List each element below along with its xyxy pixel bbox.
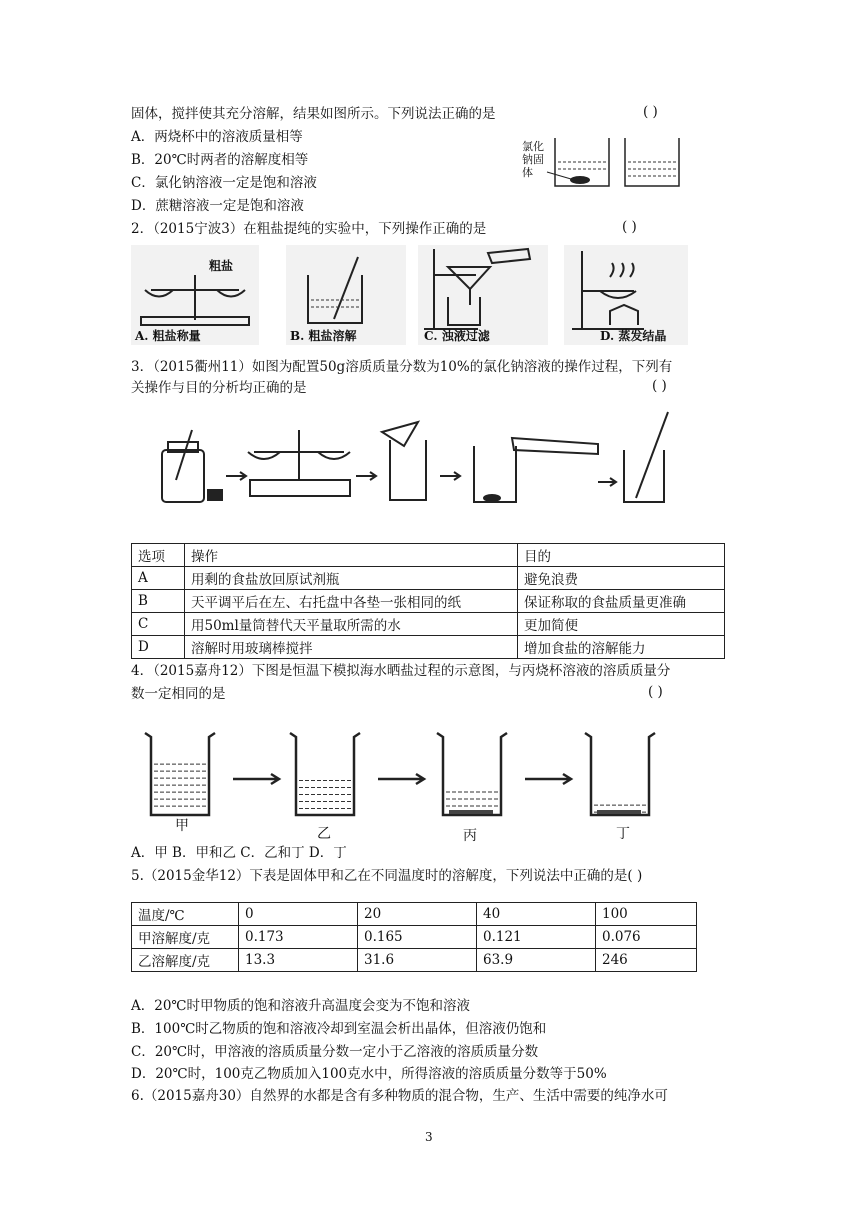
table-cell: 0.173 xyxy=(239,926,358,949)
q4-answer-paren: ( ) xyxy=(648,684,663,700)
q1-stem: 固体，搅拌使其充分溶解，结果如图所示。下列说法正确的是 xyxy=(131,106,496,122)
q3-procedure-figure xyxy=(158,410,678,510)
q2-stem: 2．（2015宁波3）在粗盐提纯的实验中，下列操作正确的是 xyxy=(131,221,487,237)
q1-option-d: D．蔗糖溶液一定是饱和溶液 xyxy=(131,198,304,214)
page-number: 3 xyxy=(425,1130,433,1144)
q5-solubility-table xyxy=(131,902,697,972)
table-cell: 246 xyxy=(596,949,697,972)
table-row xyxy=(132,613,725,636)
table-cell: 乙溶解度/克 xyxy=(132,949,239,972)
q5-option-d: D．20℃时，100克乙物质加入100克水中，所得溶液的溶质质量分数等于50% xyxy=(131,1066,607,1082)
table-cell: B xyxy=(132,590,185,613)
beaker-outline xyxy=(290,733,360,815)
table-row xyxy=(132,636,725,659)
q1-option-a: A．两烧杯中的溶液质量相等 xyxy=(131,129,303,145)
q2-caption-a: A. 粗盐称量 xyxy=(135,329,201,343)
q1-figure-label: 氯化 钠固 体 xyxy=(522,140,544,179)
table-row xyxy=(132,903,697,926)
q3-answer-paren: ( ) xyxy=(652,378,667,394)
table-cell: 0.121 xyxy=(477,926,596,949)
q2-top-label: 粗盐 xyxy=(209,259,234,273)
table-cell: 溶解时用玻璃棒搅拌 xyxy=(185,636,518,659)
table-cell: 0.165 xyxy=(358,926,477,949)
table-cell: 更加简便 xyxy=(518,613,725,636)
table-cell: C xyxy=(132,613,185,636)
q2-caption-b: B. 粗盐溶解 xyxy=(290,329,357,343)
q6-stem: 6.（2015嘉舟30）自然界的水都是含有多种物质的混合物，生产、生活中需要的纯净水可 xyxy=(131,1088,668,1104)
q4-stem-line1: 4．（2015嘉舟12）下图是恒温下模拟海水晒盐过程的示意图，与丙烧杯溶液的溶质质量分 xyxy=(131,663,671,679)
table-cell: 0.076 xyxy=(596,926,697,949)
table-cell: 用50ml量筒替代天平量取所需的水 xyxy=(185,613,518,636)
beaker xyxy=(290,733,360,815)
q2-caption-d: D. 蒸发结晶 xyxy=(600,329,667,343)
table-row xyxy=(132,949,697,972)
arrow xyxy=(378,774,424,784)
table-cell: 保证称取的食盐质量更准确 xyxy=(518,590,725,613)
q1-option-c: C．氯化钠溶液一定是饱和溶液 xyxy=(131,175,317,191)
beaker-outline xyxy=(585,733,655,815)
q2-answer-paren: ( ) xyxy=(622,219,637,235)
crystals xyxy=(449,810,493,814)
table-cell: 31.6 xyxy=(358,949,477,972)
q2-caption-c: C. 浊液过滤 xyxy=(424,329,490,343)
beaker xyxy=(585,733,655,815)
q4-options: A．甲 B．甲和乙 C．乙和丁 D．丁 xyxy=(131,845,347,861)
table-cell: 避免浪费 xyxy=(518,567,725,590)
q2-figure-c xyxy=(418,245,548,345)
beaker xyxy=(145,733,215,815)
table-cell: 100 xyxy=(596,903,697,926)
q1-answer-paren: ( ) xyxy=(643,104,658,120)
table-cell: 用剩的食盐放回原试剂瓶 xyxy=(185,567,518,590)
table-cell: 40 xyxy=(477,903,596,926)
q5-option-a: A．20℃时甲物质的饱和溶液升高温度会变为不饱和溶液 xyxy=(131,998,471,1014)
table-cell: 20 xyxy=(358,903,477,926)
q4-label-bing: 丙 xyxy=(463,828,477,844)
q4-beakers-figure xyxy=(135,725,675,845)
q2-figure-b xyxy=(286,245,406,345)
table-row xyxy=(132,590,725,613)
table-cell: 甲溶解度/克 xyxy=(132,926,239,949)
arrow xyxy=(525,774,571,784)
table-cell: A xyxy=(132,567,185,590)
table-row xyxy=(132,567,725,590)
q3-stem-line1: 3．（2015衢州11）如图为配置50g溶质质量分数为10%的氯化钠溶液的操作过程，下列有 xyxy=(131,359,673,375)
q2-figure-a xyxy=(131,245,259,345)
table-header-cell: 选项 xyxy=(132,544,185,567)
arrow xyxy=(233,774,279,784)
beaker xyxy=(437,733,507,815)
q4-stem-line2: 数一定相同的是 xyxy=(131,686,226,702)
q5-option-c: C．20℃时，甲溶液的溶质质量分数一定小于乙溶液的溶质质量分数 xyxy=(131,1044,539,1060)
table-cell: D xyxy=(132,636,185,659)
q4-label-yi: 乙 xyxy=(317,826,331,842)
table-cell: 温度/℃ xyxy=(132,903,239,926)
q2-figure-d xyxy=(564,245,688,345)
table-cell: 63.9 xyxy=(477,949,596,972)
table-header-cell: 操作 xyxy=(185,544,518,567)
table-cell: 天平调平后在左、右托盘中各垫一张相同的纸 xyxy=(185,590,518,613)
table-cell: 13.3 xyxy=(239,949,358,972)
table-row xyxy=(132,926,697,949)
q5-option-b: B．100℃时乙物质的饱和溶液冷却到室温会析出晶体，但溶液仍饱和 xyxy=(131,1021,547,1037)
q3-options-table xyxy=(131,543,725,659)
table-header-row xyxy=(132,544,725,567)
q1-option-b: B．20℃时两者的溶解度相等 xyxy=(131,152,309,168)
beaker-outline xyxy=(145,733,215,815)
crystals xyxy=(597,810,641,814)
table-header-cell: 目的 xyxy=(518,544,725,567)
table-cell: 增加食盐的溶解能力 xyxy=(518,636,725,659)
table-cell: 0 xyxy=(239,903,358,926)
beaker-outline xyxy=(437,733,507,815)
q4-label-ding: 丁 xyxy=(616,826,630,842)
q3-stem-line2: 关操作与目的分析均正确的是 xyxy=(131,380,307,396)
q4-label-jia: 甲 xyxy=(175,818,189,834)
q5-stem: 5.（2015金华12）下表是固体甲和乙在不同温度时的溶解度，下列说法中正确的是( ) xyxy=(131,868,643,884)
q1-beakers-figure xyxy=(545,132,695,192)
